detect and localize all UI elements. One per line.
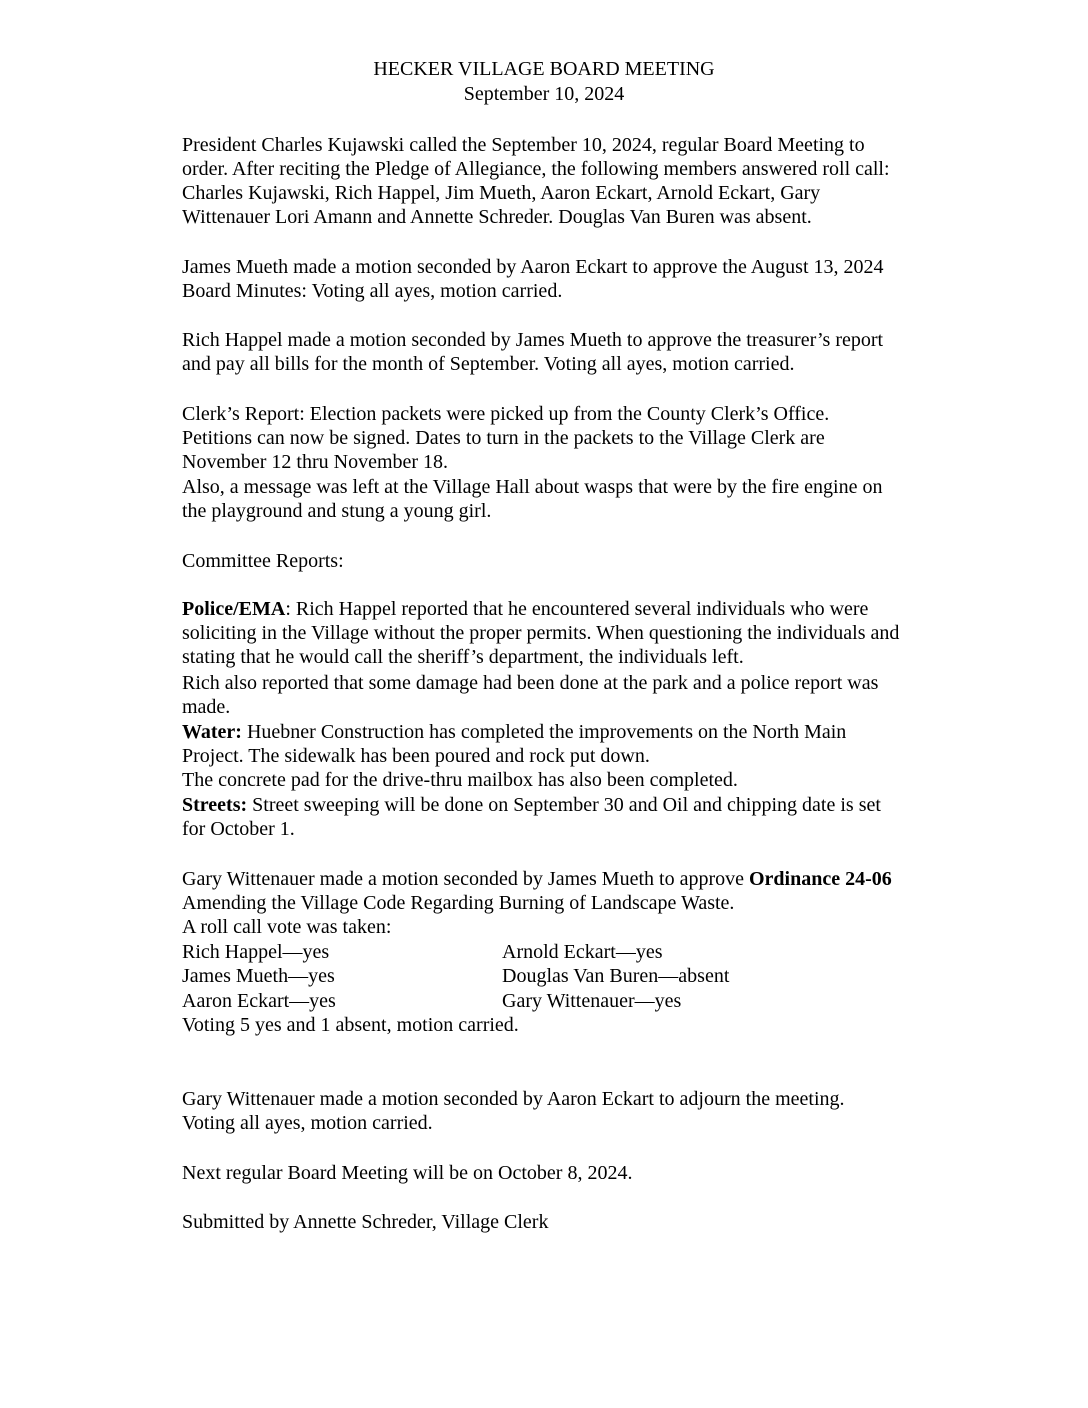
vote-left-3: Aaron Eckart—yes (182, 990, 336, 1012)
ordinance-vote-result: Voting 5 yes and 1 absent, motion carried. (182, 1014, 519, 1036)
ordinance-motion-text: Gary Wittenauer made a motion seconded by James Mueth to approve (182, 868, 749, 890)
police-report-line-5: made. (182, 696, 231, 718)
call-to-order-line-2: order. After reciting the Pledge of Allegiance, the following members answered roll call: (182, 158, 890, 180)
document-title: HECKER VILLAGE BOARD MEETING (373, 58, 715, 80)
police-label: Police/EMA (182, 598, 286, 620)
submitted-by: Submitted by Annette Schreder, Village Clerk (182, 1211, 549, 1233)
clerk-report-line-3: November 12 thru November 18. (182, 451, 449, 473)
next-meeting: Next regular Board Meeting will be on October 8, 2024. (182, 1162, 633, 1184)
call-to-order-line-1: President Charles Kujawski called the September 10, 2024, regular Board Meeting to (182, 134, 865, 156)
water-label: Water: (182, 721, 242, 743)
minutes-motion-line-1: James Mueth made a motion seconded by Aaron Eckart to approve the August 13, 2024 (182, 256, 884, 278)
police-report-line-2: soliciting in the Village without the proper permits. When questioning the individuals and (182, 622, 900, 644)
treasurer-motion-line-1: Rich Happel made a motion seconded by James Mueth to approve the treasurer’s report (182, 329, 884, 351)
vote-right-1: Arnold Eckart—yes (502, 941, 663, 963)
treasurer-motion-line-2: and pay all bills for the month of September. Voting all ayes, motion carried. (182, 353, 795, 375)
roll-call-intro: A roll call vote was taken: (182, 916, 392, 938)
ordinance-motion-line-2: Amending the Village Code Regarding Burning of Landscape Waste. (182, 892, 735, 914)
streets-report-line-1 (182, 793, 881, 817)
streets-label: Streets: (182, 794, 248, 816)
streets-text: Street sweeping will be done on September 30 and Oil and chipping date is set (247, 794, 881, 816)
clerk-report-line-5: the playground and stung a young girl. (182, 500, 492, 522)
meeting-date: September 10, 2024 (463, 83, 625, 105)
vote-right-3: Gary Wittenauer—yes (502, 990, 682, 1012)
minutes-motion-line-2: Board Minutes: Voting all ayes, motion carried. (182, 280, 563, 302)
police-text: : Rich Happel reported that he encountered several individuals who were (285, 598, 869, 620)
water-report-line-1 (182, 720, 846, 744)
police-report-line-3: stating that he would call the sheriff’s department, the individuals left. (182, 646, 744, 668)
adjourn-line-2: Voting all ayes, motion carried. (182, 1112, 433, 1134)
clerk-report-line-2: Petitions can now be signed. Dates to turn in the packets to the Village Clerk are (182, 427, 825, 449)
water-text: Huebner Construction has completed the improvements on the North Main (241, 721, 847, 743)
vote-left-2: James Mueth—yes (182, 965, 335, 987)
vote-right-2: Douglas Van Buren—absent (502, 965, 730, 987)
call-to-order-line-3: Charles Kujawski, Rich Happel, Jim Mueth, Aaron Eckart, Arnold Eckart, Gary (182, 182, 821, 204)
streets-report-line-2: for October 1. (182, 818, 295, 840)
vote-left-1: Rich Happel—yes (182, 941, 330, 963)
police-report-line-4: Rich also reported that some damage had been done at the park and a police report was (182, 672, 879, 694)
water-report-line-2: Project. The sidewalk has been poured and rock put down. (182, 745, 650, 767)
committee-reports-heading: Committee Reports: (182, 550, 344, 572)
water-report-line-3: The concrete pad for the drive-thru mailbox has also been completed. (182, 769, 738, 791)
police-report-line-1 (182, 597, 868, 621)
ordinance-number: Ordinance 24-06 (749, 868, 892, 890)
clerk-report-line-4: Also, a message was left at the Village Hall about wasps that were by the fire engine on (182, 476, 883, 498)
ordinance-motion-line-1 (182, 867, 892, 891)
call-to-order-line-4: Wittenauer Lori Amann and Annette Schreder. Douglas Van Buren was absent. (182, 206, 812, 228)
clerk-report-line-1: Clerk’s Report: Election packets were picked up from the County Clerk’s Office. (182, 403, 830, 425)
adjourn-line-1: Gary Wittenauer made a motion seconded by Aaron Eckart to adjourn the meeting. (182, 1088, 845, 1110)
